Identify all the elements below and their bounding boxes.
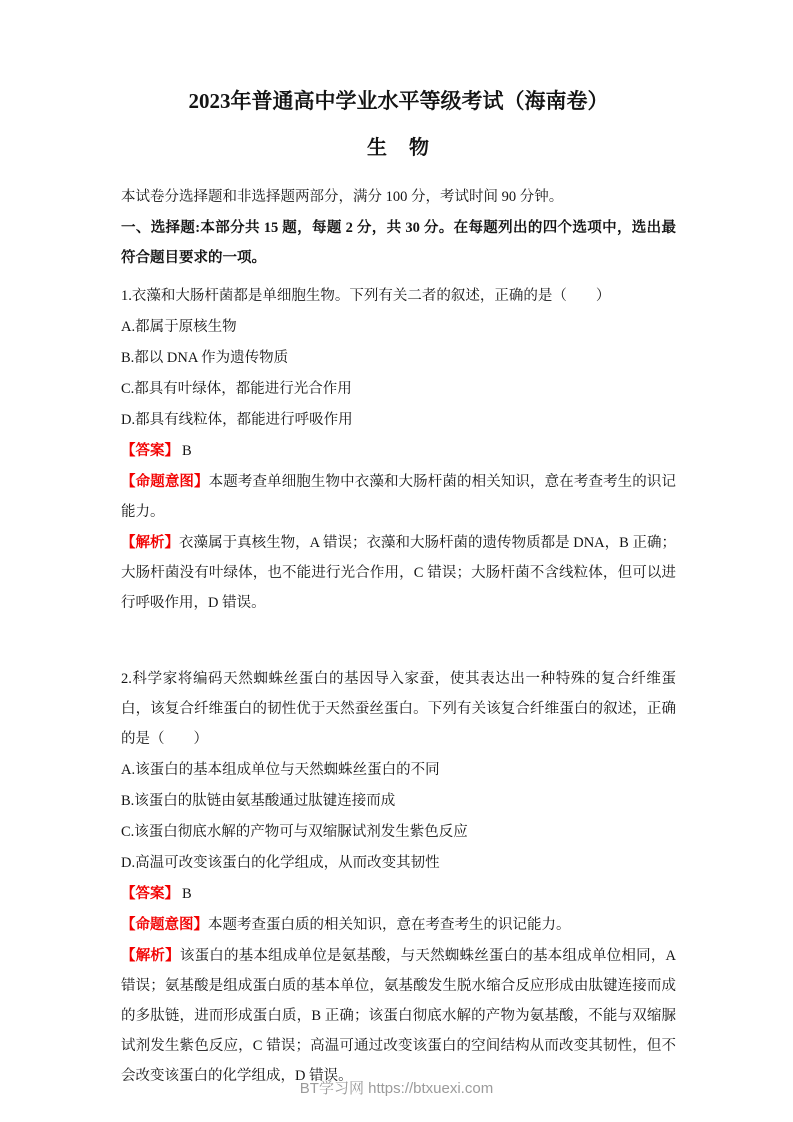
question-2-answer-line xyxy=(121,879,676,909)
section-header: 一、选择题:本部分共 15 题，每题 2 分，共 30 分。在每题列出的四个选项中，选出最符合题目要求的一项。 xyxy=(121,220,676,267)
question-2-analysis xyxy=(121,941,676,1091)
analysis-text: 衣藻属于真核生物，A 错误；衣藻和大肠杆菌的遗传物质都是 DNA，B 正确；大肠杆菌没有叶绿体，也不能进行光合作用，C 错误；大肠杆菌不含线粒体，但可以进行呼吸作用，D 错误。 xyxy=(121,535,676,612)
question-2-option-b: B.该蛋白的肽链由氨基酸通过肽键连接而成 xyxy=(121,793,396,810)
intent-text: 本题考查单细胞生物中衣藻和大肠杆菌的相关知识，意在考查考生的识记能力。 xyxy=(121,474,677,521)
answer-label: 【答案】 xyxy=(121,886,179,903)
intent-label: 【命题意图】 xyxy=(121,917,208,934)
answer-value: B xyxy=(182,443,192,460)
question-2-option-a: A.该蛋白的基本组成单位与天然蜘蛛丝蛋白的不同 xyxy=(121,762,440,779)
analysis-label: 【解析】 xyxy=(121,948,180,965)
question-1-option-b: B.都以 DNA 作为遗传物质 xyxy=(121,350,289,367)
question-1-option-d: D.都具有线粒体，都能进行呼吸作用 xyxy=(121,412,353,429)
question-1-answer-line xyxy=(121,436,676,466)
question-1-option-c: C.都具有叶绿体，都能进行光合作用 xyxy=(121,381,352,398)
question-2-option-d: D.高温可改变该蛋白的化学组成，从而改变其韧性 xyxy=(121,855,440,872)
analysis-label: 【解析】 xyxy=(121,535,180,552)
question-2 xyxy=(121,664,676,1091)
question-1-analysis xyxy=(121,528,676,618)
exam-intro: 本试卷分选择题和非选择题两部分，满分 100 分，考试时间 90 分钟。 xyxy=(121,189,564,206)
intent-label: 【命题意图】 xyxy=(121,474,209,491)
question-2-stem: 2.科学家将编码天然蜘蛛丝蛋白的基因导入家蚕，使其表达出一种特殊的复合纤维蛋白，该复合纤维蛋白的韧性优于天然蚕丝蛋白。下列有关该复合纤维蛋白的叙述，正确的是（ ） xyxy=(121,671,676,748)
footer-watermark: BT学习网 https://btxuexi.com xyxy=(299,1080,494,1097)
question-1 xyxy=(121,281,676,618)
analysis-text: 该蛋白的基本组成单位是氨基酸，与天然蜘蛛丝蛋白的基本组成单位相同，A 错误；氨基酸是组成蛋白质的基本单位，氨基酸发生脱水缩合反应形成由肽键连接而成的多肽链，进而形成蛋白质，B 正确；该蛋白彻底水解的产物为氨基酸，不能与双缩脲试剂发生紫色反应，C 错误；高温可通过改变该蛋白的空间结构从而改变其韧性，但不会改变该蛋白的化学组成，D 错误。 xyxy=(121,948,677,1085)
question-1-intent-line xyxy=(121,467,676,527)
answer-value: B xyxy=(182,886,192,903)
page-title: 2023年普通高中学业水平等级考试（海南卷） xyxy=(188,89,609,113)
answer-label: 【答案】 xyxy=(121,443,179,460)
question-1-option-a: A.都属于原核生物 xyxy=(121,319,237,336)
subject-title: 生 物 xyxy=(367,137,430,160)
question-2-intent-line xyxy=(121,910,676,940)
question-1-stem: 1.衣藻和大肠杆菌都是单细胞生物。下列有关二者的叙述，正确的是（ ） xyxy=(121,288,611,305)
question-2-option-c: C.该蛋白彻底水解的产物可与双缩脲试剂发生紫色反应 xyxy=(121,824,468,841)
intent-text: 本题考查蛋白质的相关知识，意在考查考生的识记能力。 xyxy=(208,917,571,934)
